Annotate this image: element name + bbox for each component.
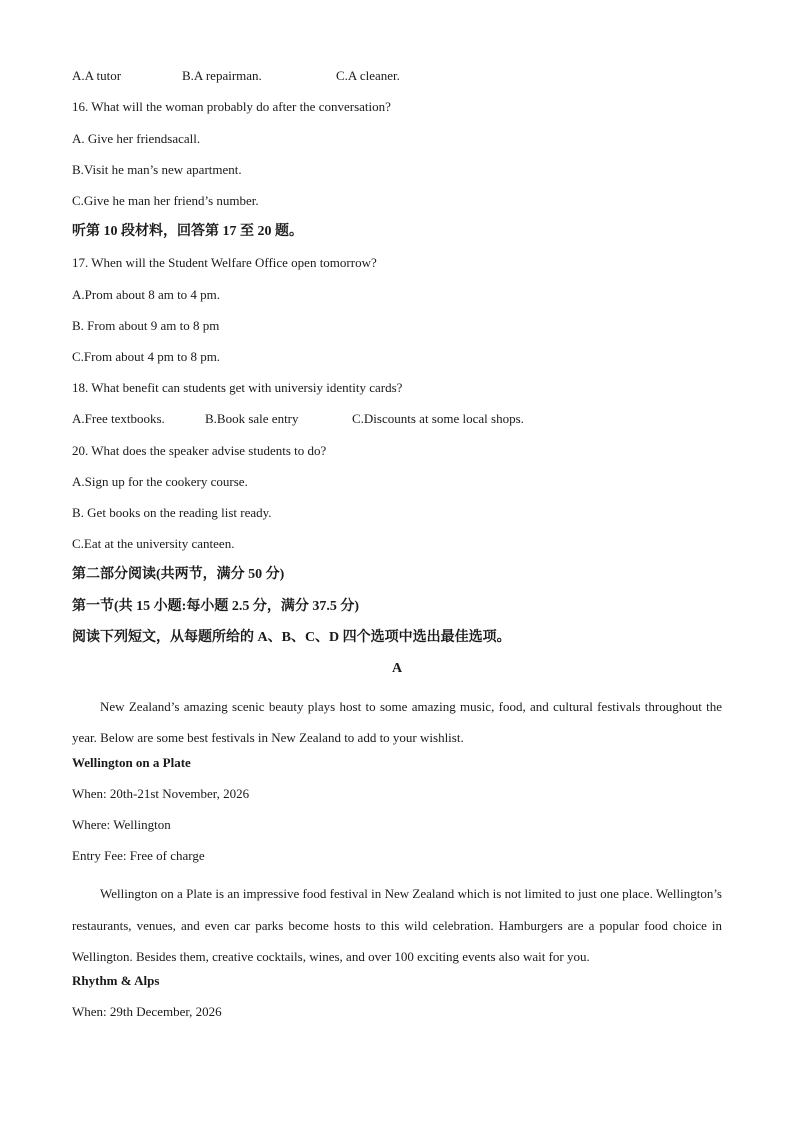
festival1-title: Wellington on a Plate (72, 755, 191, 770)
q17-option-c: C.From about 4 pm to 8 pm. (72, 349, 221, 364)
q20-option-b: B. Get books on the reading list ready. (72, 505, 272, 520)
festival1-description: Wellington on a Plate is an impressive food festival in New Zealand which is not limited to just one place. Wellington’s restaurants, venues, and even car parks become hosts to this wild celebration. Hamburgers are a popular food choice in Wellington. Besides them, creative cocktails, wines, and over 100 exciting events also wait for you. (72, 886, 722, 964)
q16-option-b: B.Visit he man’s new apartment. (72, 162, 242, 177)
festival1-fee: Entry Fee: Free of charge (72, 848, 205, 863)
q18-option-c: C.Discounts at some local shops. (352, 411, 524, 426)
q20-question: 20. What does the speaker advise students to do? (72, 443, 327, 458)
festival1-when: When: 20th-21st November, 2026 (72, 786, 250, 801)
q17-option-b: B. From about 9 am to 8 pm (72, 318, 220, 333)
q16-option-c: C.Give he man her friend’s number. (72, 193, 259, 208)
intro-paragraph: New Zealand’s amazing scenic beauty plays host to some amazing music, food, and cultural festivals throughout the year. Below are some best festivals in New Zealand to add to your wishlist. (72, 699, 722, 745)
section1-heading: 第一节(共 15 小题:每小题 2.5 分，满分 37.5 分) (72, 599, 359, 614)
q16-option-a: A. Give her friendsacall. (72, 131, 201, 146)
passage-label: A (391, 661, 403, 676)
festival2-when: When: 29th December, 2026 (72, 1004, 222, 1019)
q18-option-b: B.Book sale entry (205, 411, 299, 426)
q20-option-c: C.Eat at the university canteen. (72, 536, 235, 551)
q18-question: 18. What benefit can students get with universiy identity cards? (72, 380, 403, 395)
q20-option-a: A.Sign up for the cookery course. (72, 474, 248, 489)
part2-heading: 第二部分阅读(共两节，满分 50 分) (72, 567, 285, 582)
q16-question: 16. What will the woman probably do after the conversation? (72, 99, 391, 114)
q15-option-a: A.A tutor (72, 68, 122, 83)
festival1-where: Where: Wellington (72, 817, 171, 832)
q15-option-b: B.A repairman. (182, 68, 262, 83)
reading-instructions: 阅读下列短文，从每题所给的 A、B、C、D 四个选项中选出最佳选项。 (72, 630, 511, 645)
q18-option-a: A.Free textbooks. (72, 411, 165, 426)
q17-question: 17. When will the Student Welfare Office open tomorrow? (72, 255, 377, 270)
festival2-title: Rhythm & Alps (72, 973, 160, 988)
section10-heading: 听第 10 段材料，回答第 17 至 20 题。 (72, 224, 303, 239)
q17-option-a: A.Prom about 8 am to 4 pm. (72, 287, 221, 302)
q15-option-c: C.A cleaner. (336, 68, 400, 83)
